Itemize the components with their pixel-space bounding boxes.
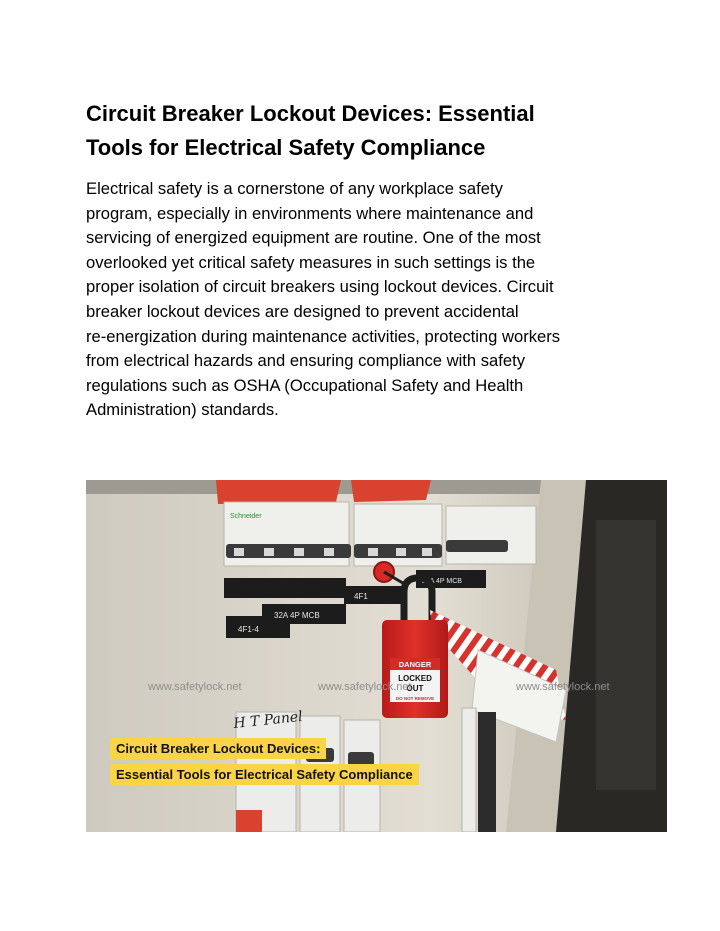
body-line: servicing of energized equipment are routine. One of the most — [86, 228, 541, 248]
breaker-brand-text: Schneider — [230, 513, 262, 520]
breaker-module-right — [446, 506, 536, 564]
padlock-remove-text: DO NOT REMOVE — [395, 696, 435, 701]
photo-caption-line-2: Essential Tools for Electrical Safety Compliance — [110, 764, 419, 785]
body-line: breaker lockout devices are designed to prevent accidental — [86, 301, 519, 321]
title-line-2: Tools for Electrical Safety Compliance — [86, 135, 486, 160]
watermark-text: www.safetylock.net — [516, 681, 610, 693]
article-body — [86, 177, 646, 423]
breaker-lockout-photo — [86, 480, 667, 832]
padlock-locked-text: LOCKED — [398, 674, 432, 683]
title-line-1: Circuit Breaker Lockout Devices: Essential — [86, 101, 535, 126]
red-label-right — [351, 480, 431, 502]
padlock-danger-text: DANGER — [398, 660, 432, 669]
label-plate-4f1 — [224, 578, 346, 598]
body-line: proper isolation of circuit breakers using lockout devices. Circuit — [86, 277, 554, 297]
label-plate-4f1-right — [344, 586, 404, 604]
body-line: Administration) standards. — [86, 400, 279, 420]
cabinet-shadow — [596, 520, 656, 790]
red-label-left — [216, 480, 341, 504]
body-line: Electrical safety is a cornerstone of any workplace safety — [86, 179, 503, 198]
watermark-text: www.safetylock.net — [318, 681, 412, 693]
article-title — [86, 97, 646, 165]
breaker-handle-right — [446, 540, 508, 552]
handwritten-label: H T Panel — [232, 708, 304, 732]
body-line: regulations such as OSHA (Occupational Safety and Health — [86, 375, 524, 395]
label-text-20a: 20A 4P MCB — [422, 578, 462, 585]
photo-caption-line-1: Circuit Breaker Lockout Devices: — [110, 738, 326, 759]
breaker-row-top — [224, 502, 536, 566]
red-label-bottom — [236, 810, 262, 832]
label-text-4f1: 4F1 — [354, 592, 368, 601]
body-line: from electrical hazards and ensuring compliance with safety — [86, 351, 526, 371]
body-line: program, especially in environments where maintenance and — [86, 203, 534, 223]
watermark-text: www.safetylock.net — [148, 681, 242, 693]
padlock-out-text: OUT — [406, 684, 424, 693]
label-text-4f1-4: 4F1-4 — [238, 625, 259, 634]
label-text-32a: 32A 4P MCB — [274, 611, 320, 620]
body-line: re-energization during maintenance activities, protecting workers — [86, 326, 561, 346]
body-line: overlooked yet critical safety measures in such settings is the — [86, 252, 536, 272]
